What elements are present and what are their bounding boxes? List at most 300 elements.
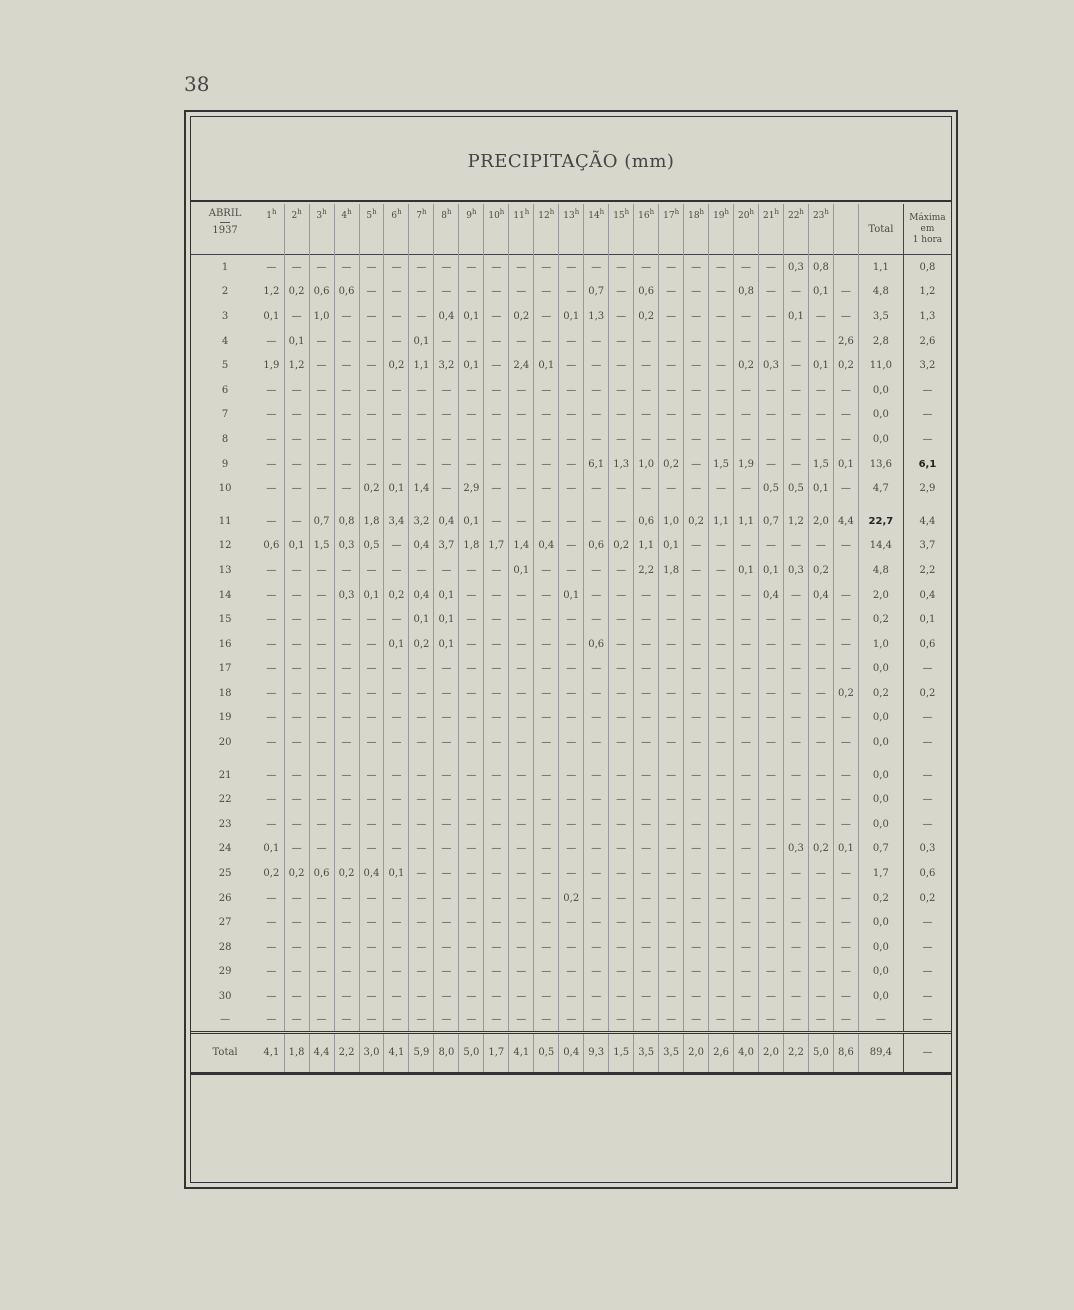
hour-value: — [259, 812, 284, 837]
hour-value: — [559, 960, 584, 985]
spacer-cell [709, 501, 734, 509]
day-total: 0,0 [858, 960, 903, 985]
hour-value: — [684, 910, 709, 935]
hour-value: — [434, 763, 459, 788]
hour-value: — [559, 984, 584, 1009]
hour-value: — [783, 280, 808, 305]
hour-value: — [709, 558, 734, 583]
hour-value: — [359, 558, 384, 583]
hour-value: — [759, 403, 784, 428]
hour-value: — [509, 812, 534, 837]
day-label: 23 [218, 818, 232, 830]
hour-value: — [334, 730, 359, 755]
hour-value: — [659, 378, 684, 403]
hour-value: 6,1 [584, 452, 609, 477]
page-number: 38 [184, 72, 210, 96]
day-label: 3 [221, 310, 229, 322]
day-label: 27 [218, 917, 232, 929]
hour-value: — [384, 910, 409, 935]
hour-value: — [609, 763, 634, 788]
hour-header: 11$^h$ [509, 204, 534, 255]
table-row [191, 304, 951, 329]
day-total: 0,0 [858, 403, 903, 428]
spacer-cell [759, 755, 784, 763]
hour-header: 2$^h$ [284, 204, 309, 255]
hour-total: 4,1 [259, 1032, 284, 1073]
hour-value: — [759, 280, 784, 305]
hour-value: — [759, 960, 784, 985]
day-label: 19 [218, 712, 232, 724]
hour-value: — [609, 730, 634, 755]
hour-value: — [459, 861, 484, 886]
hour-value: — [459, 706, 484, 731]
hour-value: — [484, 403, 509, 428]
day-max: — [903, 730, 951, 755]
hour-value: — [334, 886, 359, 911]
hour-value: — [609, 378, 634, 403]
hour-value: — [284, 910, 309, 935]
day-label: 10 [218, 483, 232, 495]
hour-header: 23$^h$ [808, 204, 833, 255]
hour-header: 17$^h$ [659, 204, 684, 255]
hour-value: 2,0 [808, 509, 833, 534]
totals-label: Total [212, 1047, 238, 1059]
hour-value: — [459, 812, 484, 837]
spacer-cell [509, 501, 534, 509]
hour-value: 0,1 [409, 607, 434, 632]
hour-value: — [459, 657, 484, 682]
hour-value: 0,7 [584, 280, 609, 305]
spacer-cell [808, 755, 833, 763]
hour-value: — [584, 910, 609, 935]
totals-row [191, 1032, 951, 1073]
hour-header: 12$^h$ [534, 204, 559, 255]
table-row [191, 509, 951, 534]
hour-value: — [684, 607, 709, 632]
day-total: 0,0 [858, 657, 903, 682]
hour-value: — [634, 706, 659, 731]
hour-value: — [509, 886, 534, 911]
spacer-cell [259, 755, 284, 763]
hour-value: 1,7 [484, 534, 509, 559]
hour-value: — [359, 403, 384, 428]
hour-value: — [284, 255, 309, 280]
hour-value: — [559, 632, 584, 657]
title-divider [191, 200, 951, 202]
hour-value: 0,4 [409, 534, 434, 559]
hour-value: 0,2 [409, 632, 434, 657]
hour-value: — [584, 353, 609, 378]
hour-value: — [734, 304, 759, 329]
hour-value: — [484, 984, 509, 1009]
day-total: 13,6 [858, 452, 903, 477]
hour-value: — [783, 657, 808, 682]
table-title: PRECIPITAÇÃO (mm) [467, 151, 675, 172]
hour-value: — [534, 984, 559, 1009]
hour-value: — [559, 534, 584, 559]
day-max: 0,1 [903, 607, 951, 632]
hour-value: — [734, 763, 759, 788]
hour-value: — [434, 984, 459, 1009]
hour-value: — [284, 403, 309, 428]
hour-value: — [734, 427, 759, 452]
hour-value: — [783, 960, 808, 985]
spacer-cell [903, 501, 951, 509]
hour-value: — [484, 378, 509, 403]
hour-value: — [734, 476, 759, 501]
hour-value: — [783, 1009, 808, 1033]
hour-value: — [559, 837, 584, 862]
spacer-cell [259, 501, 284, 509]
day-max: 0,6 [903, 861, 951, 886]
hour-value: — [309, 378, 334, 403]
hour-value: — [434, 329, 459, 354]
hour-value: 0,2 [634, 304, 659, 329]
hour-value: — [684, 730, 709, 755]
hour-total: 4,1 [509, 1032, 534, 1073]
hour-value: 0,1 [384, 476, 409, 501]
hour-value: — [783, 632, 808, 657]
hour-value: — [734, 812, 759, 837]
hour-value: 1,0 [659, 509, 684, 534]
hour-value: — [334, 812, 359, 837]
hour-value: — [484, 812, 509, 837]
hour-value: — [284, 378, 309, 403]
hour-value: — [534, 607, 559, 632]
hour-value: 0,1 [434, 607, 459, 632]
hour-value: — [659, 837, 684, 862]
hour-value: — [833, 910, 858, 935]
hour-value: — [584, 657, 609, 682]
total-header: Total [858, 204, 903, 255]
hour-value: — [759, 378, 784, 403]
hour-value: — [634, 403, 659, 428]
hour-value: — [734, 632, 759, 657]
hour-value: 0,6 [259, 534, 284, 559]
hour-value: — [384, 607, 409, 632]
hour-value: — [559, 509, 584, 534]
table-row [191, 657, 951, 682]
spacer-cell [903, 755, 951, 763]
hour-value: — [634, 353, 659, 378]
hour-value: — [684, 452, 709, 477]
hour-value: — [484, 353, 509, 378]
hour-value: — [309, 558, 334, 583]
hour-value: — [808, 681, 833, 706]
hour-value: 0,2 [833, 353, 858, 378]
hour-value: — [584, 861, 609, 886]
table-row [191, 960, 951, 985]
hour-value: — [709, 910, 734, 935]
hour-value: — [259, 403, 284, 428]
hour-value: — [284, 763, 309, 788]
hour-value: — [259, 452, 284, 477]
hour-header: 16$^h$ [634, 204, 659, 255]
spacer-cell [783, 501, 808, 509]
hour-value: — [334, 960, 359, 985]
hour-value: — [783, 583, 808, 608]
hour-value: — [484, 861, 509, 886]
hour-value: — [459, 607, 484, 632]
hour-value: — [484, 329, 509, 354]
hour-value: — [659, 763, 684, 788]
hour-value: — [584, 607, 609, 632]
hour-value: — [609, 280, 634, 305]
hour-value: — [684, 1009, 709, 1033]
hour-value: — [783, 763, 808, 788]
hour-value: — [783, 681, 808, 706]
hour-value: — [783, 452, 808, 477]
hour-value: — [334, 427, 359, 452]
hour-value: 0,1 [559, 583, 584, 608]
hour-value: 0,1 [434, 632, 459, 657]
hour-value: 0,3 [759, 353, 784, 378]
hour-value: — [634, 812, 659, 837]
hour-value: — [659, 1009, 684, 1033]
day-max: 2,2 [903, 558, 951, 583]
hour-value: — [684, 403, 709, 428]
hour-value: — [759, 910, 784, 935]
hour-value: — [334, 255, 359, 280]
day-max: 4,4 [903, 509, 951, 534]
hour-value: — [484, 583, 509, 608]
hour-value: — [584, 558, 609, 583]
hour-value: — [808, 706, 833, 731]
hour-value: — [659, 476, 684, 501]
hour-value: 0,1 [808, 476, 833, 501]
hour-value: — [709, 730, 734, 755]
hour-value: — [734, 960, 759, 985]
hour-value: — [409, 681, 434, 706]
hour-value: — [534, 935, 559, 960]
hour-value: — [759, 1009, 784, 1033]
hour-total: 4,1 [384, 1032, 409, 1073]
hour-value: 0,2 [284, 861, 309, 886]
table-row [191, 476, 951, 501]
hour-value: — [634, 837, 659, 862]
spacer-cell [559, 501, 584, 509]
day-total: 1,1 [858, 255, 903, 280]
hour-total: 2,2 [783, 1032, 808, 1073]
table-row [191, 280, 951, 305]
hour-value: 0,4 [434, 304, 459, 329]
hour-value: — [284, 886, 309, 911]
hour-value: — [559, 607, 584, 632]
hour-value: — [334, 763, 359, 788]
spacer-cell [284, 501, 309, 509]
table-row [191, 378, 951, 403]
hour-value: — [609, 706, 634, 731]
hour-header: 3$^h$ [309, 204, 334, 255]
hour-value: — [609, 886, 634, 911]
hour-value: 0,2 [384, 583, 409, 608]
hour-value: 0,1 [434, 583, 459, 608]
hour-value: 1,4 [409, 476, 434, 501]
hour-value: — [684, 861, 709, 886]
hour-value: — [734, 255, 759, 280]
hour-value: — [534, 1009, 559, 1033]
hour-value: 1,0 [634, 452, 659, 477]
hour-value: — [559, 787, 584, 812]
hour-value: — [459, 681, 484, 706]
hour-total: 0,4 [559, 1032, 584, 1073]
hour-value: — [309, 935, 334, 960]
hour-value: — [284, 509, 309, 534]
hour-value: — [783, 378, 808, 403]
hour-value: — [359, 960, 384, 985]
hour-value: 1,5 [808, 452, 833, 477]
hour-value: — [684, 681, 709, 706]
hour-value: — [459, 427, 484, 452]
hour-value: 0,4 [434, 509, 459, 534]
hour-value: — [409, 787, 434, 812]
hour-total: 1,5 [609, 1032, 634, 1073]
hour-value: — [609, 960, 634, 985]
hour-value: — [409, 706, 434, 731]
spacer-cell [709, 755, 734, 763]
totals-max: — [903, 1032, 951, 1073]
hour-value: — [759, 255, 784, 280]
hour-value: — [434, 255, 459, 280]
hour-value: — [833, 984, 858, 1009]
hour-value: 1,2 [783, 509, 808, 534]
hour-header: 9$^h$ [459, 204, 484, 255]
hour-value: — [309, 886, 334, 911]
hour-value: 0,1 [459, 353, 484, 378]
hour-value: — [459, 787, 484, 812]
table-row [191, 632, 951, 657]
hour-value: 0,5 [759, 476, 784, 501]
hour-value: — [434, 787, 459, 812]
day-total: 0,0 [858, 427, 903, 452]
hour-value: — [759, 452, 784, 477]
hour-value: — [259, 558, 284, 583]
hour-value: — [359, 984, 384, 1009]
hour-value: — [409, 886, 434, 911]
hour-value: — [309, 960, 334, 985]
hour-value: — [584, 681, 609, 706]
hour-value: — [759, 861, 784, 886]
hour-value: — [559, 681, 584, 706]
hour-value: 0,4 [534, 534, 559, 559]
hour-value: 4,4 [833, 509, 858, 534]
hour-total: 2,6 [709, 1032, 734, 1073]
hour-value: — [609, 935, 634, 960]
hour-header: 10$^h$ [484, 204, 509, 255]
day-total: 0,2 [858, 886, 903, 911]
hour-value: — [534, 476, 559, 501]
hour-value: — [259, 657, 284, 682]
table-row [191, 910, 951, 935]
hour-value: — [833, 476, 858, 501]
hour-value: — [484, 657, 509, 682]
hour-value: — [609, 812, 634, 837]
hour-value: — [359, 787, 384, 812]
day-max: — [903, 403, 951, 428]
spacer-cell [634, 501, 659, 509]
hour-value: 0,6 [334, 280, 359, 305]
day-label: 16 [218, 638, 232, 650]
hour-value: — [459, 403, 484, 428]
hour-value: 3,7 [434, 534, 459, 559]
hour-value: — [559, 657, 584, 682]
hour-value: — [359, 452, 384, 477]
hour-value: — [833, 403, 858, 428]
hour-value: — [459, 378, 484, 403]
hour-value: — [334, 910, 359, 935]
hour-value: — [833, 812, 858, 837]
hour-value: — [734, 607, 759, 632]
hour-value: — [559, 353, 584, 378]
spacer-cell [359, 501, 384, 509]
hour-header: 14$^h$ [584, 204, 609, 255]
hour-value: — [334, 681, 359, 706]
hour-value: — [659, 960, 684, 985]
hour-value: — [609, 681, 634, 706]
hour-value: — [833, 632, 858, 657]
hour-header-blank [833, 204, 858, 255]
hour-value: — [709, 255, 734, 280]
spacer-cell [409, 501, 434, 509]
hour-value: — [359, 837, 384, 862]
hour-value: — [808, 329, 833, 354]
hour-value: — [684, 534, 709, 559]
hour-total: 2,0 [684, 1032, 709, 1073]
day-label: 4 [221, 335, 229, 347]
hour-value: — [609, 329, 634, 354]
hour-value: — [509, 255, 534, 280]
day-total: 11,0 [858, 353, 903, 378]
hour-value: — [783, 427, 808, 452]
hour-value: — [334, 403, 359, 428]
hour-value: — [259, 476, 284, 501]
hour-value: — [384, 427, 409, 452]
hour-value: — [434, 558, 459, 583]
hour-value: 0,3 [783, 558, 808, 583]
hour-value: — [284, 427, 309, 452]
hour-value: — [484, 935, 509, 960]
hour-value: 0,1 [259, 837, 284, 862]
hour-value: — [759, 534, 784, 559]
hour-value: — [734, 681, 759, 706]
hour-value: — [634, 607, 659, 632]
hour-value: — [634, 730, 659, 755]
hour-value: — [409, 427, 434, 452]
hour-value: 0,1 [384, 861, 409, 886]
hour-value: — [434, 1009, 459, 1033]
hour-value: — [434, 935, 459, 960]
hour-value: — [284, 681, 309, 706]
hour-value: — [609, 509, 634, 534]
hour-value: — [409, 403, 434, 428]
hour-value: — [584, 378, 609, 403]
day-total: 4,8 [858, 558, 903, 583]
spacer-cell [858, 755, 903, 763]
hour-value: — [609, 984, 634, 1009]
hour-value: — [609, 304, 634, 329]
hour-value: 0,6 [584, 534, 609, 559]
hour-value: — [484, 837, 509, 862]
hour-value: — [359, 353, 384, 378]
hour-value: — [509, 329, 534, 354]
day-total: 0,0 [858, 910, 903, 935]
hour-value: — [634, 378, 659, 403]
hour-value: — [759, 632, 784, 657]
spacer-cell [409, 755, 434, 763]
hour-value: — [484, 255, 509, 280]
day-label: 12 [218, 540, 232, 552]
hour-value: — [559, 255, 584, 280]
